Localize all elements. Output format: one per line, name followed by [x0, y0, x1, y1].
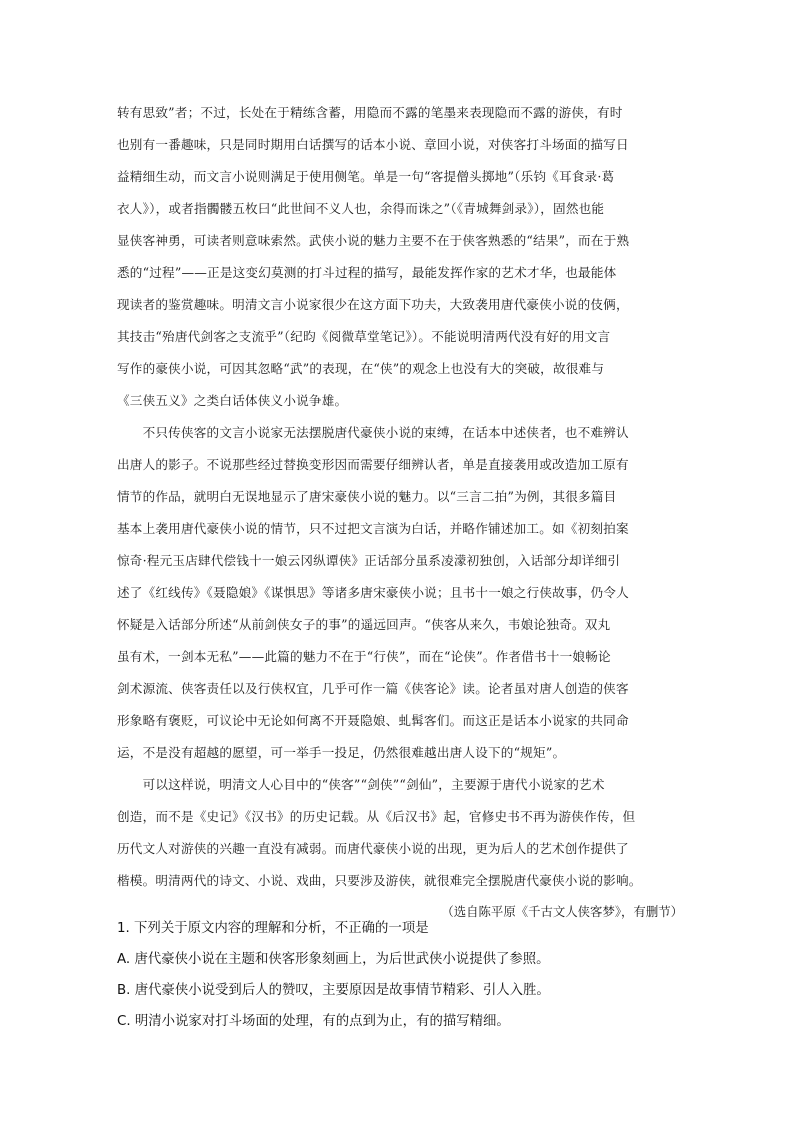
passage-line: 惊奇·程元玉店肆代偿钱十一娘云冈纵谭侠》正话部分虽系凌濛初独创，入话部分却详细引	[117, 553, 621, 568]
passage-line: 怀疑是入话部分所述“从前剑侠女子的事”的遥远回声。“侠客从来久，韦娘论独奇。双丸	[117, 617, 611, 632]
passage-line: 写作的豪侠小说，可因其忽略“武”的表现，在“侠”的观念上也没有大的突破，故很难与	[117, 361, 605, 376]
passage-line: 述了《红线传》《聂隐娘》《谋惧思》等诸多唐宋豪侠小说；且书十一娘之行侠故事，仍令人	[117, 585, 629, 600]
passage-line: 运，不是没有超越的愿望，可一举手一投足，仍然很难越出唐人设下的“规矩”。	[117, 745, 566, 760]
answer-option-a[interactable]: A. 唐代豪侠小说在主题和侠客形象刻画上，为后世武侠小说提供了参照。	[117, 952, 550, 967]
passage-line: 虽有术，一剑本无私”——此篇的魅力不在于“行侠”，而在“论侠”。作者借书十一娘畅论	[117, 649, 611, 664]
passage-line: 可以这样说，明清文人心目中的“侠客”“剑侠”“剑仙”，主要源于唐代小说家的艺术	[117, 777, 605, 792]
passage-line: 创造，而不是《史记》《汉书》的历史记载。从《后汉书》起，官修史书不再为游侠作传，但	[117, 809, 636, 824]
passage-line: 转有思致”者；不过，长处在于精练含蓄，用隐而不露的笔墨来表现隐而不露的游侠，有时	[117, 105, 623, 120]
passage-line: 其技击“殆唐代剑客之支流乎”（纪昀《阅微草堂笔记》）。不能说明清两代没有好的用文言	[117, 329, 611, 344]
answer-option-b[interactable]: B. 唐代豪侠小说受到后人的赞叹，主要原因是故事情节精彩、引人入胜。	[117, 983, 550, 998]
passage-line: 悉的“过程”——正是这变幻莫测的打斗过程的描写，最能发挥作家的艺术才华，也最能体	[117, 265, 617, 280]
question-block	[117, 913, 683, 1037]
passage-line: 情节的作品，就明白无误地显示了唐宋豪侠小说的魅力。以“三言二拍”为例，其很多篇目	[117, 489, 617, 504]
passage-line: 《三侠五义》之类白话体侠义小说争雄。	[117, 393, 348, 408]
passage-line: 剑术源流、侠客责任以及行侠权宜，几乎可作一篇《侠客论》读。论者虽对唐人创造的侠客	[117, 681, 629, 696]
passage-line: 也别有一番趣味，只是同时期用白话撰写的话本小说、章回小说，对侠客打斗场面的描写日	[117, 137, 629, 152]
passage-line: 益精细生动，而文言小说则满足于使用侧笔。单是一句“客提僧头掷地”（乐钧《耳食录·葛	[117, 169, 615, 184]
reading-passage	[117, 97, 683, 927]
passage-line: 不只传侠客的文言小说家无法摆脱唐代豪侠小说的束缚，在话本中述侠者，也不难辨认	[117, 425, 629, 440]
passage-source: （选自陈平原《千古文人侠客梦》，有删节）	[441, 904, 683, 919]
passage-line: 基本上袭用唐代豪侠小说的情节，只不过把文言演为白话，并略作铺述加工。如《初刻拍案	[117, 521, 629, 536]
passage-line: 出唐人的影子。不说那些经过替换变形因而需要仔细辨认者，单是直接袭用或改造加工原有	[117, 457, 629, 472]
passage-line: 历代文人对游侠的兴趣一直没有减弱。而唐代豪侠小说的出现，更为后人的艺术创作提供了	[117, 841, 629, 856]
passage-line: 衣人》），或者指髑髅五枚曰“此世间不义人也，余得而诛之”（《青城舞剑录》），固然也能	[117, 201, 605, 216]
passage-line: 现读者的鉴赏趣味。明清文言小说家很少在这方面下功夫，大致袭用唐代豪侠小说的伎俩，	[117, 297, 629, 312]
passage-line: 形象略有褒贬，可议论中无论如何离不开聂隐娘、虬髯客们。而这正是话本小说家的共同命	[117, 713, 629, 728]
passage-line: 显侠客神勇，可读者则意味索然。武侠小说的魅力主要不在于侠客熟悉的“结果”，而在于熟	[117, 233, 630, 248]
answer-option-c[interactable]: C. 明清小说家对打斗场面的处理，有的点到为止，有的描写精细。	[117, 1014, 510, 1029]
passage-line: 楷模。明清两代的诗文、小说、戏曲，只要涉及游侠，就很难完全摆脱唐代豪侠小说的影响。	[117, 873, 642, 888]
question-stem: 1. 下列关于原文内容的理解和分析，不正确的一项是	[117, 921, 429, 936]
